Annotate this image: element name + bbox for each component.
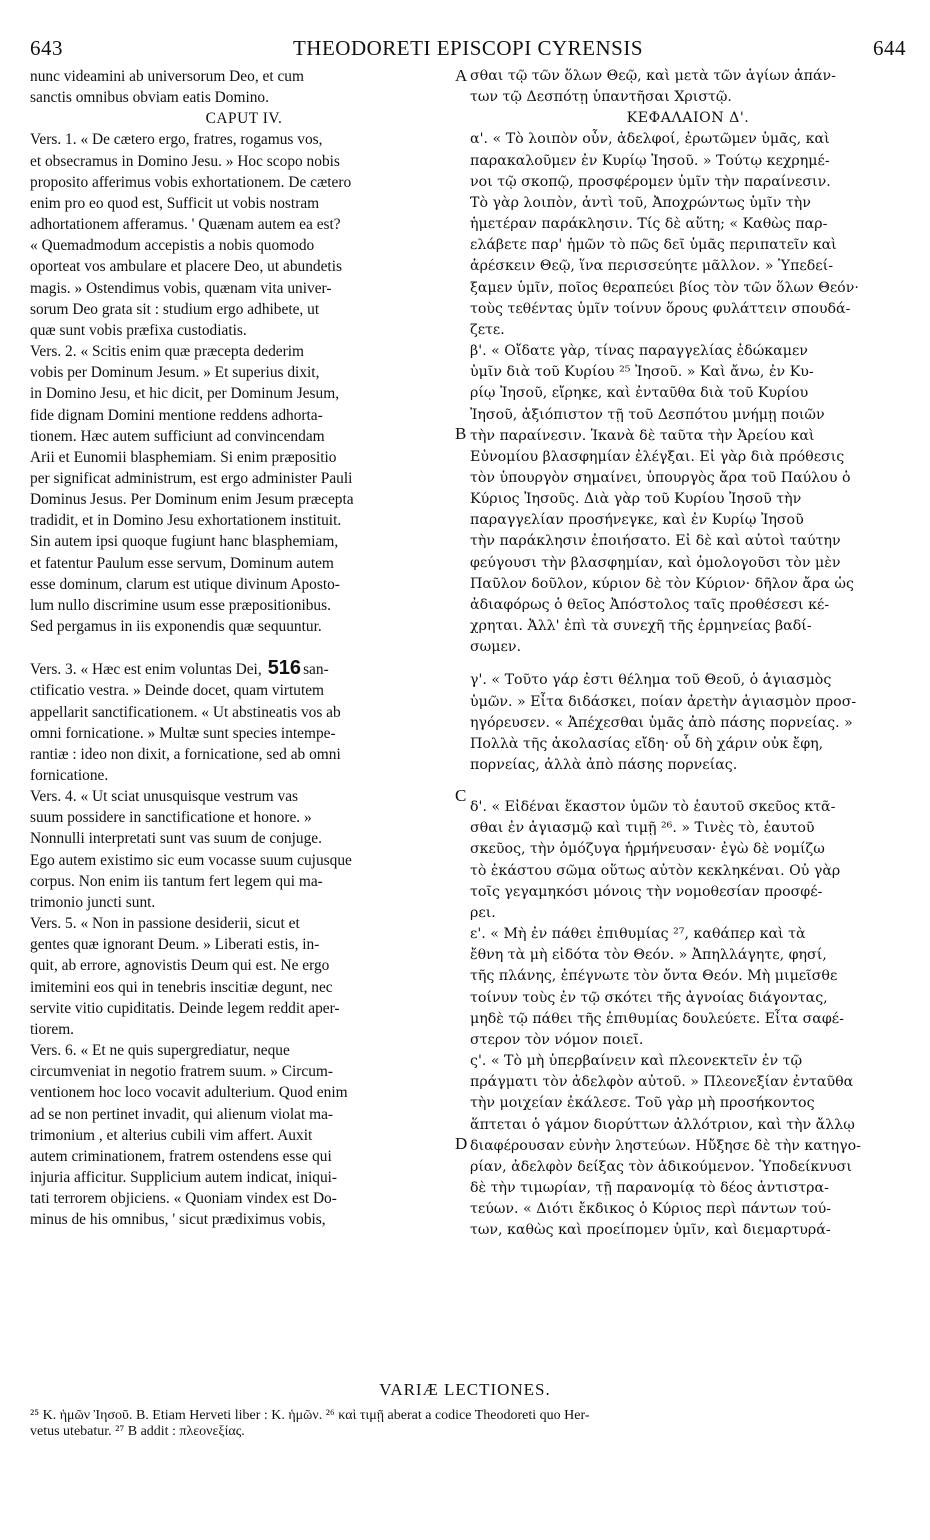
spacer: [470, 658, 906, 670]
text-line: imitemini eos qui in tenebris inscitiæ degunt, nec: [30, 978, 333, 996]
text-line: proposito afferimus vobis exhortationem. De cætero: [30, 173, 352, 191]
margin-marker-b: B: [455, 424, 467, 443]
text-line: Vers. 2. « Scitis enim quæ præcepta dederim: [30, 343, 304, 361]
variae-lectiones-title: VARIÆ LECTIONES.: [379, 1380, 551, 1399]
text-line: quit, ab errore, agnovistis Deum qui est. Ne ergo: [30, 957, 330, 975]
text-line: in Domino Jesu, et hic dicit, per Dominum Jesum,: [30, 385, 340, 403]
text-line: πράγματι τὸν ἀδελφὸν αὐτοῦ. » Πλεονεξίαν ἐνταῦθα: [470, 1074, 854, 1091]
text-line: minus de his omnibus, ' sicut prædiximus vobis,: [30, 1211, 326, 1229]
verse-text: Vers. 3. « Hæc est enim voluntas Dei,: [30, 661, 262, 679]
text-line: sanctis omnibus obviam eatis Domino.: [30, 89, 269, 107]
margin-marker-c: C: [455, 786, 467, 805]
text-line: ἅπτεται ὁ γάμον διορύττων ἀλλότριον, καὶ τὴν ἄλλῳ: [470, 1116, 855, 1133]
text-line: nunc videamini ab universorum Deo, et cum: [30, 68, 304, 85]
chapter-heading: CAPUT IV.: [205, 110, 283, 128]
text-line: enim pro eo quod est, Sufficit ut vobis nostram: [30, 194, 320, 212]
text-line: Ego autem existimo sic eum vocasse suum cujusque: [30, 851, 352, 869]
text-line: των τῷ Δεσπότῃ ὑπαντῆσαι Χριστῷ.: [470, 89, 732, 106]
text-line: τὴν μοιχείαν ἐκάλεσε. Τοῦ γὰρ μὴ προσήκοντος: [470, 1095, 815, 1112]
text-line: suum possidere in sanctificatione et honore. »: [30, 809, 312, 827]
text-line: magis. » Ostendimus vobis, quænam vita univer-: [30, 279, 332, 297]
text-line: Arii et Eunomii blasphemiam. Si enim præpositio: [30, 448, 337, 466]
text-line: tionem. Hæc autem sufficiunt ad convincendam: [30, 427, 325, 445]
text-line: Vers. 4. « Ut sciat unusquisque vestrum vas: [30, 788, 299, 806]
text-line: Vers. 5. « Non in passione desiderii, sicut et: [30, 915, 300, 933]
text-line: τὴν παραίνεσιν. Ἱκανὰ δὲ ταῦτα τὴν Ἀρείου καὶ: [470, 427, 815, 444]
text-line: σθαι τῷ τῶν ὅλων Θεῷ, καὶ μετὰ τῶν ἁγίων ἁπάν-: [470, 68, 836, 84]
text-line: lum nullo discrimine usum esse præpositionibus.: [30, 596, 331, 614]
text-line: [30, 658, 458, 680]
text-line: Sed pergamus in iis exponendis quæ sequuntur.: [30, 618, 322, 636]
text-line: δὲ τὴν τιμωρίαν, τῇ παρανομίᾳ τὸ δέος ἀντιστρα-: [470, 1179, 829, 1196]
running-title: THEODORETI EPISCOPI CYRENSIS: [292, 36, 644, 60]
page-number-right: 644: [873, 36, 906, 60]
text-line: ἀδιαφόρως ὁ θεῖος Ἀπόστολος ταῖς προθέσεσι κέ-: [470, 596, 830, 613]
chapter-heading: ΚΕΦΑΛΑΙΟΝ Δ'.: [626, 110, 750, 127]
text-line: et fatentur Paulum esse servum, Dominum autem: [30, 554, 334, 572]
text-line: circumveniat in negotio fratrem suum. » Circum-: [30, 1063, 334, 1081]
text-line: ἔθνη τὰ μὴ εἰδότα τὸν Θεόν. » Ἀπηλλάγητε, φησί,: [470, 947, 827, 964]
text-line: Ἰησοῦ, ἀξιόπιστον τῇ τοῦ Δεσπότου μνήμῃ ποιῶν: [470, 406, 825, 423]
variae-lectiones-notes: [30, 1408, 906, 1440]
text-line: ρει.: [470, 904, 496, 921]
text-line: quæ sunt vobis præfixa custodiatis.: [30, 321, 247, 339]
text-line: « Quemadmodum accepistis a nobis quomodo: [30, 237, 315, 255]
text-line: Vers. 1. « De cætero ergo, fratres, rogamus vos,: [30, 131, 323, 149]
text-line: σθαι ἐν ἁγιασμῷ καὶ τιμῇ ²⁶. » Τινὲς τὸ, ἑαυτοῦ: [470, 820, 815, 837]
text-line: ὑμῖν διὰ τοῦ Κυρίου ²⁵ Ἰησοῦ. » Καὶ ἄνω, ἐν Κυ-: [470, 364, 814, 381]
page-number-left: 643: [30, 36, 63, 60]
margin-marker-d: D: [455, 1134, 468, 1153]
text-line: στερον τὸν νόμον ποιεῖ.: [470, 1031, 644, 1048]
text-line: corpus. Non enim iis tantum fert legem qui ma-: [30, 872, 323, 890]
text-line: ctificatio vestra. » Deinde docet, quam virtutem: [30, 682, 325, 700]
text-line: ρίαν, ἀδελφὸν δείξας τὸν ἀδικούμενον. Ὑποδείκνυσι: [470, 1158, 852, 1175]
text-line: ἡμετέραν παράκλησιν. Τίς δὲ αὕτη; « Καθὼς παρ-: [470, 216, 828, 233]
note-line: vetus utebatur. ²⁷ B addit : πλεονεξίας.: [30, 1424, 245, 1439]
text-line: gentes quæ ignorant Deum. » Liberati estis, in-: [30, 936, 320, 954]
text-line: ventionem hoc loco vocavit adulterium. Quod enim: [30, 1084, 348, 1102]
text-line: servite vitio cupiditatis. Deinde legem reddit aper-: [30, 999, 340, 1017]
text-line: ρίῳ Ἰησοῦ, εἴρηκε, καὶ ἐνταῦθα διὰ τοῦ Κυρίου: [470, 385, 809, 402]
text-line: ελάβετε παρ' ἡμῶν τὸ πῶς δεῖ ὑμᾶς περιπατεῖν καὶ: [470, 237, 837, 254]
text-line: ad se non pertinet invadit, qui alienum violat ma-: [30, 1105, 334, 1123]
text-line: χρηται. Ἀλλ' ἐπὶ τὰ συνεχῆ τῆς ἑρμηνείας βαδί-: [470, 618, 812, 635]
text-line: adhortationem afferamus. ' Quænam autem ea est?: [30, 216, 341, 234]
text-line: α'. « Τὸ λοιπὸν οὖν, ἀδελφοί, ἐρωτῶμεν ὑμᾶς, καὶ: [470, 131, 830, 148]
text-line: trimonio juncti sunt.: [30, 893, 156, 911]
text-line: παραγγελίαν προσήνεγκε, καὶ ἐν Κυρίῳ Ἰησοῦ: [470, 512, 804, 529]
text-line: trimonium , et alterius cubili vim affert. Auxit: [30, 1126, 313, 1144]
text-line: δ'. « Εἰδέναι ἕκαστον ὑμῶν τὸ ἑαυτοῦ σκεῦος κτᾶ-: [470, 799, 836, 816]
text-line: tiorem.: [30, 1020, 75, 1038]
spacer: [470, 776, 906, 797]
text-line: τοίνυν τοὺς ἐν τῷ σκότει τῆς ἀγνοίας διάγοντας,: [470, 989, 828, 1006]
text-line: tradidit, et in Domino Jesu exhortationem instituit.: [30, 512, 342, 530]
text-line: fornicatione.: [30, 767, 109, 784]
text-line: τοῖς γεγαμηκόσι μόνοις τὴν νομοθεσίαν προσφέ-: [470, 883, 823, 900]
text-line: τῆς πλάνης, ἐπέγνωτε τὸν ὄντα Θεόν. Μὴ μιμεῖσθε: [470, 968, 838, 985]
greek-column: [470, 66, 906, 1241]
text-line: vobis per Dominum Jesum. » Et superius dixit,: [30, 364, 320, 382]
text-line: τοὺς τεθέντας ὑμῖν τοίνυν ὅρους φυλάττειν σπουδά-: [470, 300, 851, 317]
text-line: autem criminationem, fratrem ostendens esse qui: [30, 1147, 332, 1165]
note-line: ²⁵ K. ἡμῶν Ἰησοῦ. B. Etiam Herveti liber : K. ἡμῶν. ²⁶ καὶ τιμῇ aberat a codice Theodoreti quo Her-: [30, 1408, 590, 1423]
running-header: [30, 36, 906, 64]
margin-marker-a: A: [455, 66, 468, 85]
text-line: tati terrorem objiciens. « Quoniam vindex est Do-: [30, 1190, 337, 1208]
text-line: Sin autem ipsi quoque fugiunt hanc blasphemiam,: [30, 533, 339, 551]
text-line: ὑμῶν. » Εἶτα διδάσκει, ποίαν ἀρετὴν ἁγιασμὸν προσ-: [470, 693, 857, 710]
text-line: Dominus Jesus. Per Dominum enim Jesum præcepta: [30, 491, 354, 509]
text-line: Πολλὰ τῆς ἀκολασίας εἴδη· οὗ δὴ χάριν οὐκ ἔφη,: [470, 735, 824, 752]
text-line: injuria afficitur. Supplicium autem indicat, iniqui-: [30, 1168, 338, 1186]
text-line: ε'. « Μὴ ἐν πάθει ἐπιθυμίας ²⁷, καθάπερ καὶ τὰ: [470, 926, 806, 943]
text-line: omni fornicatione. » Multæ sunt species intempe-: [30, 724, 336, 742]
text-line: ηγόρευσεν. « Ἀπέχεσθαι ὑμᾶς ἀπὸ πάσης πορνείας. »: [470, 714, 853, 731]
text-line: τὸ ἑκάστου σῶμα οὕτως αὐτὸν κεκληκέναι. Οὐ γὰρ: [470, 862, 841, 879]
text-line: φεύγουσι τὴν βλασφημίαν, καὶ ὁμολογοῦσι τὸν μὲν: [470, 554, 841, 571]
text-line: appellarit sanctificationem. « Ut abstineatis vos ab: [30, 703, 341, 721]
text-line: ζετε.: [470, 321, 505, 338]
text-line: β'. « Οἴδατε γὰρ, τίνας παραγγελίας ἐδώκαμεν: [470, 343, 808, 360]
text-line: Παῦλον δοῦλον, κύριον δὲ τὸν Κύριον· δῆλον ἄρα ὡς: [470, 575, 854, 592]
text-line: των, καθὼς καὶ προείπομεν ὑμῖν, καὶ διεμαρτυρά-: [470, 1222, 831, 1239]
text-line: et obsecramus in Domino Jesu. » Hoc scopo nobis: [30, 152, 340, 170]
text-line: σκεῦος, τὴν ὁμόζυγα ἡρμήνευσαν· ἐγὼ δὲ νομίζω: [470, 841, 825, 858]
text-line: τὸν ὑπουργὸν σημαίνει, ὑπουργὸς ἄρα τοῦ Παύλου ὁ: [470, 469, 851, 486]
text-line: μηδὲ τῷ πάθει τῆς ἐπιθυμίας δουλεύετε. Εἶτα σαφέ-: [470, 1010, 844, 1027]
text-line: σωμεν.: [470, 639, 521, 656]
text-line: oporteat vos ambulare et placere Deo, ut abundetis: [30, 258, 342, 276]
text-line: πορνείας, ἀλλὰ ἀπὸ πάσης πορνείας.: [470, 757, 738, 773]
text-line: per significat administrum, est ergo administer Pauli: [30, 469, 353, 487]
text-line: Nonnulli interpretati sunt vas suum de conjuge.: [30, 830, 322, 848]
text-line: Vers. 6. « Et ne quis supergrediatur, neque: [30, 1042, 290, 1060]
text-line: τεύων. « Διότι ἔκδικος ὁ Κύριος περὶ πάντων τού-: [470, 1201, 832, 1218]
spacer: [30, 637, 458, 658]
text-line: esse dominum, clarum est utique divinum Aposto-: [30, 575, 340, 593]
text-line: ξαμεν ὑμῖν, ποῖος θεραπεύει βίος τὸν τῶν ὅλων Θεόν·: [470, 279, 859, 296]
text-line: ἀρέσκειν Θεῷ, ἵνα περισσεύητε μᾶλλον. » Ὑπεδεί-: [470, 258, 834, 275]
column-number: 516: [267, 657, 302, 680]
text-line: παρακαλοῦμεν ἐν Κυρίῳ Ἰησοῦ. » Τούτῳ κεχρημέ-: [470, 152, 830, 169]
text-line: νοι τῷ σκοπῷ, προσφέρομεν ὑμῖν τὴν παραίνεσιν.: [470, 173, 831, 190]
verse-text: san-: [303, 661, 329, 679]
latin-column: [30, 66, 458, 1230]
text-line: fide dignam Domini mentione reddens adhorta-: [30, 406, 323, 424]
text-line: Τὸ γὰρ λοιπὸν, ἀντὶ τοῦ, Ἀποχρώντως ὑμῖν τὴν: [470, 194, 811, 211]
text-line: γ'. « Τοῦτο γάρ ἐστι θέλημα τοῦ Θεοῦ, ὁ ἁγιασμὸς: [470, 672, 832, 689]
text-line: Εὐνομίου βλασφημίαν ἐλέγξαι. Εἰ γὰρ διὰ πρόθεσις: [470, 448, 845, 465]
text-line: διαφέρουσαν εὐνὴν ληστεύων. Ηὔξησε δὲ τὴν κατηγο-: [470, 1137, 861, 1154]
text-line: rantiæ : ideo non dixit, a fornicatione, sed ab omni: [30, 745, 341, 763]
text-line: ς'. « Τὸ μὴ ὑπερβαίνειν καὶ πλεονεκτεῖν ἐν τῷ: [470, 1053, 803, 1070]
text-line: τὴν παράκλησιν ἐποιήσατο. Εἰ δὲ καὶ αὐτοὶ ταύτην: [470, 533, 841, 550]
text-line: Κύριος Ἰησοῦς. Διὰ γὰρ τοῦ Κυρίου Ἰησοῦ τὴν: [470, 491, 802, 508]
text-line: sorum Deo grata sit : studium ergo adhibete, ut: [30, 300, 320, 318]
